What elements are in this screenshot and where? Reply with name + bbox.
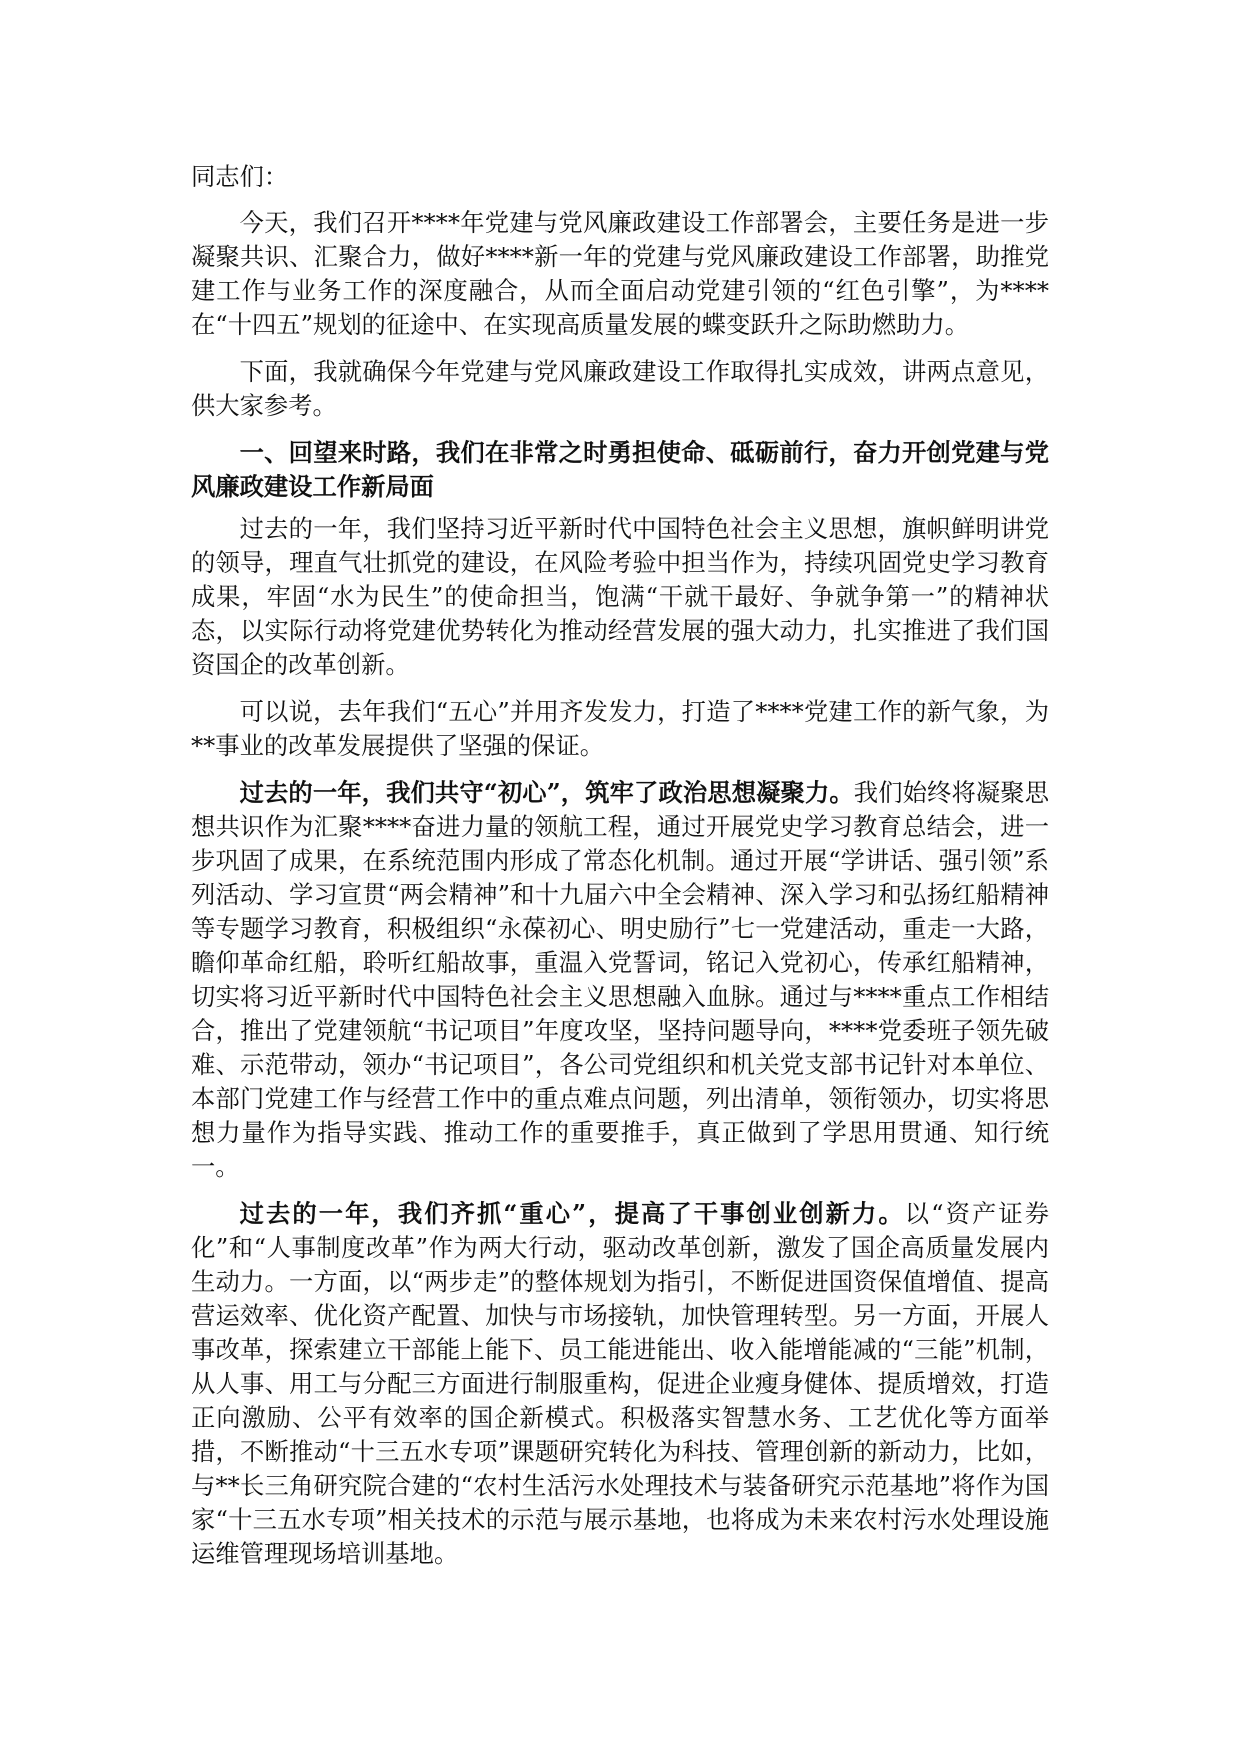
summary-paragraph: 可以说，去年我们“五心”并用齐发发力，打造了****党建工作的新气象，为**事业的改革发展提供了坚强的保证。 — [191, 697, 1049, 760]
section-heading: 一、回望来时路，我们在非常之时勇担使命、砥砺前行，奋力开创党建与党风廉政建设工作新局面 — [191, 438, 1049, 501]
salutation: 同志们： — [191, 162, 289, 191]
review-paragraph: 过去的一年，我们坚持习近平新时代中国特色社会主义思想，旗帜鲜明讲党的领导，理直气壮抓党的建设，在风险考验中担当作为，持续巩固党史学习教育成果，牢固“水为民生”的使命担当，饱满“干就干最好、争就争第一”的精神状态，以实际行动将党建优势转化为推动经营发展的强大动力，扎实推进了我们国资国企的改革创新。 — [191, 514, 1049, 679]
initial-heart-lead: 过去的一年，我们共守“初心”，筑牢了政治思想凝聚力。 — [239, 778, 854, 807]
opinion-paragraph: 下面，我就确保今年党建与党风廉政建设工作取得扎实成效，讲两点意见，供大家参考。 — [191, 357, 1049, 420]
initial-heart-body: 我们始终将凝聚思想共识作为汇聚****奋进力量的领航工程，通过开展党史学习教育总结会，进一步巩固了成果，在系统范围内形成了常态化机制。通过开展“学讲话、强引领”系列活动、学习宣贯“两会精神”和十九届六中全会精神、深入学习和弘扬红船精神等专题学习教育，积极组织“永葆初心、明史励行”七一党建活动，重走一大路，瞻仰革命红船，聆听红船故事，重温入党誓词，铭记入党初心，传承红船精神，切实将习近平新时代中国特色社会主义思想融入血脉。通过与****重点工作相结合，推出了党建领航“书记项目”年度攻坚，坚持问题导向，****党委班子领先破难、示范带动，领办“书记项目”，各公司党组织和机关党支部书记针对本单位、本部门党建工作与经营工作中的重点难点问题，列出清单，领衔领办，切实将思想力量作为指导实践、推动工作的重要推手，真正做到了学思用贯通、知行统一。 — [191, 778, 1050, 1181]
document-page — [191, 160, 1049, 1584]
focus-body: 以“资产证券化”和“人事制度改革”作为两大行动，驱动改革创新，激发了国企高质量发展内生动力。一方面，以“两步走”的整体规划为指引，不断促进国资保值增值、提高营运效率、优化资产配置、加快与市场接轨，加快管理转型。另一方面，开展人事改革，探索建立干部能上能下、员工能进能出、收入能增能减的“三能”机制，从人事、用工与分配三方面进行制服重构，促进企业瘦身健体、提质增效，打造正向激励、公平有效率的国企新模式。积极落实智慧水务、工艺优化等方面举措，不断推动“十三五水专项”课题研究转化为科技、管理创新的新动力，比如，与**长三角研究院合建的“农村生活污水处理技术与装备研究示范基地”将作为国家“十三五水专项”相关技术的示范与展示基地，也将成为未来农村污水处理设施运维管理现场培训基地。 — [191, 1199, 1049, 1568]
focus-paragraph — [191, 1197, 1049, 1571]
initial-heart-paragraph — [191, 776, 1049, 1184]
intro-paragraph: 今天，我们召开****年党建与党风廉政建设工作部署会，主要任务是进一步凝聚共识、汇聚合力，做好****新一年的党建与党风廉政建设工作部署，助推党建工作与业务工作的深度融合，从而全面启动党建引领的“红色引擎”，为****在“十四五”规划的征途中、在实现高质量发展的蝶变跃升之际助燃助力。 — [191, 208, 1049, 339]
focus-lead: 过去的一年，我们齐抓“重心”，提高了干事创业创新力。 — [239, 1199, 905, 1228]
